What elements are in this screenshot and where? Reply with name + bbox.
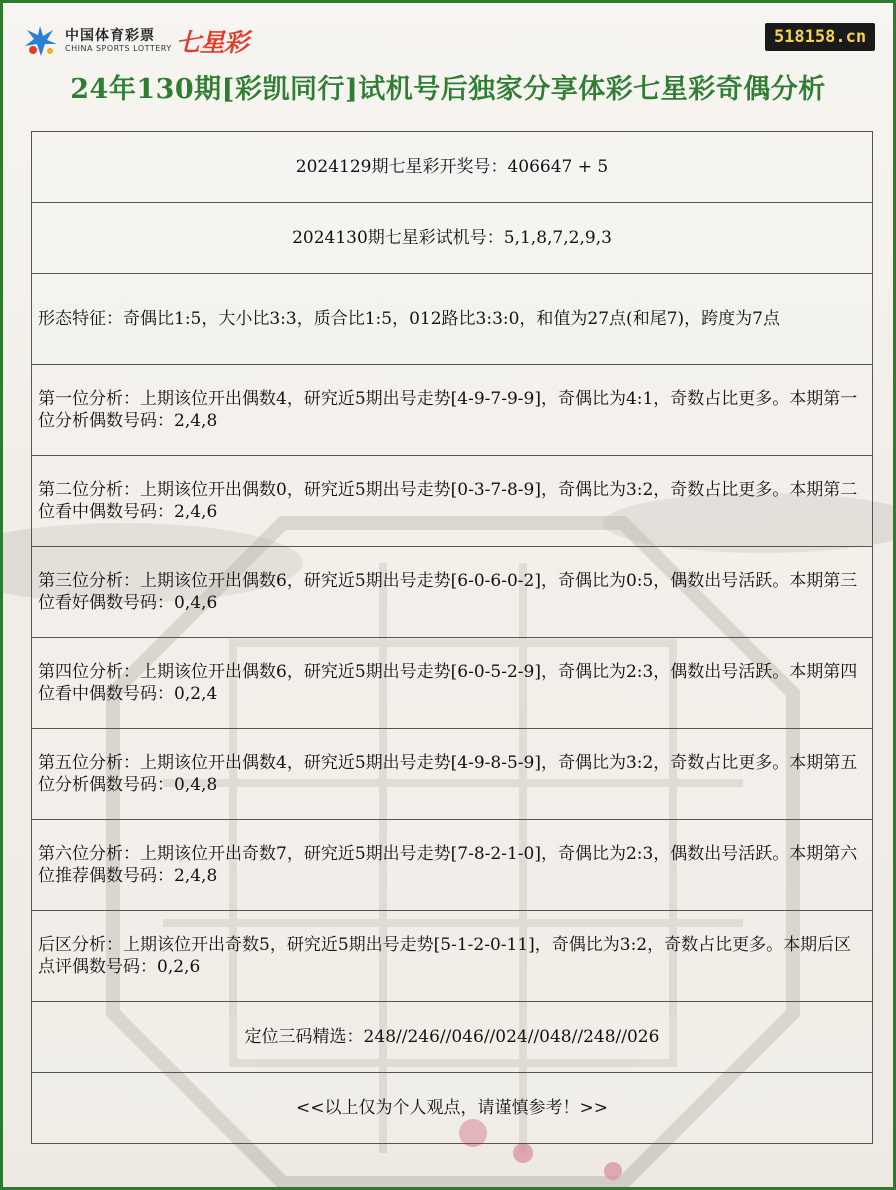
page-header	[3, 3, 893, 133]
table-row-last-draw	[32, 132, 872, 203]
table-row-position-2	[32, 456, 872, 547]
row-text: 形态特征：奇偶比1:5，大小比3:3，质合比1:5，012路比3:3:0，和值为27点(和尾7)，跨度为7点	[38, 309, 780, 329]
lottery-star-icon	[21, 24, 59, 58]
row-text: <<以上仅为个人观点，请谨慎参考！>>	[296, 1098, 608, 1118]
qixingcai-logo-text: 七星彩	[175, 28, 248, 57]
table-row-position-5	[32, 729, 872, 820]
row-text: 第四位分析：上期该位开出偶数6，研究近5期出号走势[6-0-5-2-9]，奇偶比为2:3，偶数出号活跃。本期第四位看中偶数号码：0,2,4	[38, 662, 858, 704]
table-row-position-6	[32, 820, 872, 911]
table-row-back-zone	[32, 911, 872, 1002]
row-text: 第五位分析：上期该位开出偶数4，研究近5期出号走势[4-9-8-5-9]，奇偶比为3:2，奇数占比更多。本期第五位分析偶数号码：0,4,8	[38, 753, 858, 795]
row-text: 定位三码精选：248//246//046//024//048//248//026	[244, 1027, 660, 1047]
table-row-position-3	[32, 547, 872, 638]
table-row-three-code-pick	[32, 1002, 872, 1073]
row-text: 第六位分析：上期该位开出奇数7，研究近5期出号走势[7-8-2-1-0]，奇偶比为2:3，偶数出号活跃。本期第六位推荐偶数号码：2,4,8	[38, 844, 858, 886]
table-row-disclaimer	[32, 1073, 872, 1144]
site-badge[interactable]: 518158.cn	[765, 23, 875, 51]
row-text: 后区分析：上期该位开出奇数5，研究近5期出号走势[5-1-2-0-11]，奇偶比为3:2，奇数占比更多。本期后区点评偶数号码：0,2,6	[38, 935, 852, 977]
row-text: 第三位分析：上期该位开出偶数6，研究近5期出号走势[6-0-6-0-2]，奇偶比为0:5，偶数出号活跃。本期第三位看好偶数号码：0,4,6	[38, 571, 858, 613]
logo-en-text: CHINA SPORTS LOTTERY	[65, 44, 172, 53]
page-title: 24年130期[彩凯同行]试机号后独家分享体彩七星彩奇偶分析	[70, 74, 826, 105]
table-row-position-1	[32, 365, 872, 456]
row-text: 2024129期七星彩开奖号：406647 + 5	[295, 157, 609, 177]
table-row-test-number	[32, 203, 872, 274]
analysis-table	[31, 131, 873, 1144]
row-text: 第一位分析：上期该位开出偶数4，研究近5期出号走势[4-9-7-9-9]，奇偶比为4:1，奇数占比更多。本期第一位分析偶数号码：2,4,8	[38, 389, 858, 431]
logo-cn-text: 中国体育彩票	[65, 28, 155, 44]
row-text: 第二位分析：上期该位开出偶数0，研究近5期出号走势[0-3-7-8-9]，奇偶比为3:2，奇数占比更多。本期第二位看中偶数号码：2,4,6	[38, 480, 858, 522]
row-text: 2024130期七星彩试机号：5,1,8,7,2,9,3	[292, 228, 612, 248]
table-row-pattern	[32, 274, 872, 365]
china-sports-lottery-logo	[21, 21, 281, 61]
table-row-position-4	[32, 638, 872, 729]
